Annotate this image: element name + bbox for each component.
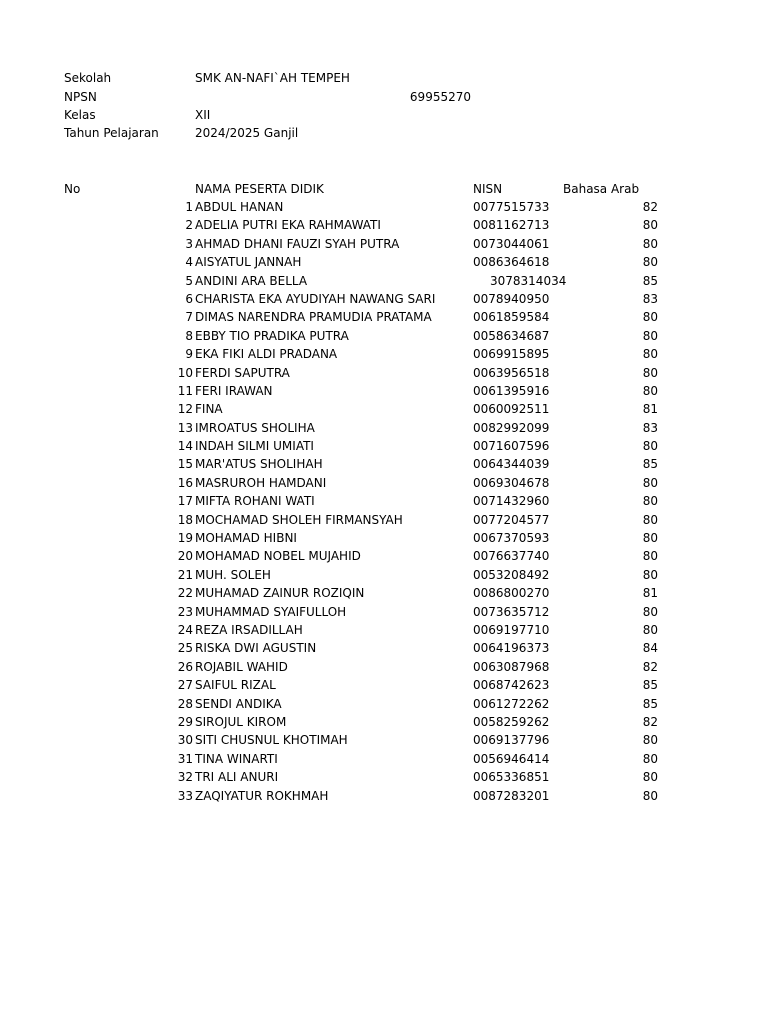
table-row xyxy=(0,676,768,694)
info-value: SMK AN-NAFI`AH TEMPEH xyxy=(195,71,350,85)
row-number: 18 xyxy=(177,512,193,527)
student-nisn: 0053208492 xyxy=(473,567,550,582)
student-score: 82 xyxy=(642,714,658,729)
student-name: TRI ALI ANURI xyxy=(195,770,279,785)
student-name: AISYATUL JANNAH xyxy=(195,255,302,270)
student-nisn: 0071432960 xyxy=(473,494,550,509)
student-score: 80 xyxy=(642,751,658,766)
student-nisn: 0069197710 xyxy=(473,622,550,637)
student-score: 80 xyxy=(642,622,658,637)
student-score: 80 xyxy=(642,328,658,343)
student-nisn: 0068742623 xyxy=(473,678,550,693)
row-number: 13 xyxy=(177,420,193,435)
student-nisn: 0081162713 xyxy=(473,218,550,233)
student-name: AHMAD DHANI FAUZI SYAH PUTRA xyxy=(195,236,400,251)
row-number: 7 xyxy=(185,310,193,325)
student-name: IMROATUS SHOLIHA xyxy=(195,420,315,435)
student-score: 83 xyxy=(642,420,658,435)
student-score: 80 xyxy=(642,770,658,785)
student-name: DIMAS NARENDRA PRAMUDIA PRATAMA xyxy=(195,310,432,325)
row-number: 20 xyxy=(177,549,193,564)
student-name: MUHAMAD ZAINUR ROZIQIN xyxy=(195,586,365,601)
row-number: 28 xyxy=(177,696,193,711)
student-name: ZAQIYATUR ROKHMAH xyxy=(195,788,329,803)
row-number: 14 xyxy=(177,439,193,454)
row-number: 30 xyxy=(177,733,193,748)
header-no: No xyxy=(64,182,81,196)
student-name: ADELIA PUTRI EKA RAHMAWATI xyxy=(195,218,381,233)
student-nisn: 0058634687 xyxy=(473,328,550,343)
student-score: 82 xyxy=(642,200,658,214)
table-row xyxy=(0,382,768,400)
table-row xyxy=(0,787,768,805)
info-value: 2024/2025 Ganjil xyxy=(195,126,299,140)
table-row xyxy=(0,253,768,271)
student-name: INDAH SILMI UMIATI xyxy=(195,439,314,454)
student-score: 85 xyxy=(642,273,658,288)
student-nisn: 0082992099 xyxy=(473,420,550,435)
table-row xyxy=(0,364,768,382)
row-number: 26 xyxy=(177,659,193,674)
student-name: SITI CHUSNUL KHOTIMAH xyxy=(195,733,348,748)
student-name: MOCHAMAD SHOLEH FIRMANSYAH xyxy=(195,512,403,527)
info-label: Sekolah xyxy=(64,71,112,85)
student-score: 81 xyxy=(642,586,658,601)
student-name: MASRUROH HAMDANI xyxy=(195,475,327,490)
row-number: 22 xyxy=(177,586,193,601)
table-row xyxy=(0,345,768,363)
student-name: MIFTA ROHANI WATI xyxy=(195,494,315,509)
table-row xyxy=(0,639,768,657)
student-name: MAR'ATUS SHOLIHAH xyxy=(195,457,323,472)
info-label: Kelas xyxy=(64,108,96,122)
row-number: 16 xyxy=(177,475,193,490)
student-score: 80 xyxy=(642,218,658,233)
table-row xyxy=(0,455,768,473)
table-row xyxy=(0,658,768,676)
info-label: Tahun Pelajaran xyxy=(64,126,159,140)
row-number: 25 xyxy=(177,641,193,656)
table-row xyxy=(0,400,768,418)
student-nisn: 0077515733 xyxy=(473,200,550,214)
student-score: 84 xyxy=(642,641,658,656)
table-row xyxy=(0,529,768,547)
student-name: MOHAMAD NOBEL MUJAHID xyxy=(195,549,361,564)
table-row xyxy=(0,290,768,308)
student-nisn: 0061272262 xyxy=(473,696,550,711)
student-nisn: 0069915895 xyxy=(473,347,550,362)
table-row xyxy=(0,695,768,713)
row-number: 6 xyxy=(185,291,193,306)
student-score: 80 xyxy=(642,255,658,270)
table-row xyxy=(0,216,768,234)
student-nisn: 0064344039 xyxy=(473,457,550,472)
student-score: 80 xyxy=(642,549,658,564)
table-row xyxy=(0,713,768,731)
table-row xyxy=(0,566,768,584)
student-score: 80 xyxy=(642,347,658,362)
student-nisn: 0086364618 xyxy=(473,255,550,270)
student-score: 85 xyxy=(642,457,658,472)
student-nisn: 0087283201 xyxy=(473,788,550,803)
table-row xyxy=(0,768,768,786)
student-name: SENDI ANDIKA xyxy=(195,696,282,711)
student-nisn: 0073635712 xyxy=(473,604,550,619)
row-number: 1 xyxy=(185,200,193,214)
table-row xyxy=(0,547,768,565)
table-row xyxy=(0,750,768,768)
student-name: FERDI SAPUTRA xyxy=(195,365,290,380)
student-score: 81 xyxy=(642,402,658,417)
student-nisn: 3078314034 xyxy=(490,273,567,288)
student-name: SIROJUL KIROM xyxy=(195,714,287,729)
table-row xyxy=(0,621,768,639)
student-nisn: 0063956518 xyxy=(473,365,550,380)
student-score: 80 xyxy=(642,531,658,546)
student-name: MOHAMAD HIBNI xyxy=(195,531,297,546)
student-nisn: 0063087968 xyxy=(473,659,550,674)
student-name: FINA xyxy=(195,402,223,417)
student-nisn: 0064196373 xyxy=(473,641,550,656)
student-score: 80 xyxy=(642,788,658,803)
header-subject: Bahasa Arab xyxy=(563,182,640,196)
student-score: 80 xyxy=(642,439,658,454)
student-score: 82 xyxy=(642,659,658,674)
row-number: 33 xyxy=(177,788,193,803)
student-nisn: 0069304678 xyxy=(473,475,550,490)
row-number: 11 xyxy=(177,383,193,398)
table-row xyxy=(0,603,768,621)
student-nisn: 0069137796 xyxy=(473,733,550,748)
student-score: 80 xyxy=(642,567,658,582)
table-row xyxy=(0,419,768,437)
student-name: TINA WINARTI xyxy=(195,751,278,766)
student-score: 80 xyxy=(642,365,658,380)
table-row xyxy=(0,584,768,602)
student-name: RISKA DWI AGUSTIN xyxy=(195,641,317,656)
table-row xyxy=(0,327,768,345)
table-row xyxy=(0,437,768,455)
student-nisn: 0077204577 xyxy=(473,512,550,527)
student-name: MUH. SOLEH xyxy=(195,567,271,582)
student-score: 80 xyxy=(642,604,658,619)
row-number: 23 xyxy=(177,604,193,619)
student-name: MUHAMMAD SYAIFULLOH xyxy=(195,604,347,619)
student-table-body xyxy=(0,198,768,805)
student-nisn: 0058259262 xyxy=(473,714,550,729)
row-number: 9 xyxy=(185,347,193,362)
row-number: 31 xyxy=(177,751,193,766)
row-number: 5 xyxy=(185,273,193,288)
info-label: NPSN xyxy=(64,90,97,104)
student-name: FERI IRAWAN xyxy=(195,383,273,398)
row-number: 12 xyxy=(177,402,193,417)
row-number: 19 xyxy=(177,531,193,546)
table-row xyxy=(0,308,768,326)
student-name: EKA FIKI ALDI PRADANA xyxy=(195,347,338,362)
student-name: CHARISTA EKA AYUDIYAH NAWANG SARI xyxy=(195,291,436,306)
student-score: 80 xyxy=(642,512,658,527)
student-score: 80 xyxy=(642,236,658,251)
student-nisn: 0060092511 xyxy=(473,402,550,417)
table-row xyxy=(0,731,768,749)
info-value: XII xyxy=(195,108,211,122)
student-nisn: 0076637740 xyxy=(473,549,550,564)
table-row xyxy=(0,492,768,510)
row-number: 29 xyxy=(177,714,193,729)
info-value: 69955270 xyxy=(409,90,471,104)
row-number: 10 xyxy=(177,365,193,380)
student-score: 80 xyxy=(642,733,658,748)
student-name: ROJABIL WAHID xyxy=(195,659,288,674)
row-number: 4 xyxy=(185,255,193,270)
row-number: 21 xyxy=(177,567,193,582)
header-nisn: NISN xyxy=(473,182,503,196)
row-number: 8 xyxy=(185,328,193,343)
student-nisn: 0065336851 xyxy=(473,770,550,785)
row-number: 3 xyxy=(185,236,193,251)
student-nisn: 0078940950 xyxy=(473,291,550,306)
student-score: 80 xyxy=(642,310,658,325)
student-score: 80 xyxy=(642,383,658,398)
student-name: EBBY TIO PRADIKA PUTRA xyxy=(195,328,349,343)
student-score: 83 xyxy=(642,291,658,306)
row-number: 17 xyxy=(177,494,193,509)
student-nisn: 0061395916 xyxy=(473,383,550,398)
table-row xyxy=(0,198,768,216)
table-row xyxy=(0,511,768,529)
header-name: NAMA PESERTA DIDIK xyxy=(195,182,324,196)
student-score: 85 xyxy=(642,678,658,693)
row-number: 32 xyxy=(177,770,193,785)
student-score: 80 xyxy=(642,475,658,490)
row-number: 15 xyxy=(177,457,193,472)
student-score: 80 xyxy=(642,494,658,509)
row-number: 24 xyxy=(177,622,193,637)
row-number: 27 xyxy=(177,678,193,693)
table-row xyxy=(0,272,768,290)
table-row xyxy=(0,235,768,253)
student-nisn: 0067370593 xyxy=(473,531,550,546)
student-nisn: 0073044061 xyxy=(473,236,550,251)
student-name: ABDUL HANAN xyxy=(195,200,284,214)
student-nisn: 0061859584 xyxy=(473,310,550,325)
student-nisn: 0056946414 xyxy=(473,751,550,766)
row-number: 2 xyxy=(185,218,193,233)
student-name: REZA IRSADILLAH xyxy=(195,622,303,637)
table-row xyxy=(0,474,768,492)
student-nisn: 0086800270 xyxy=(473,586,550,601)
student-score: 85 xyxy=(642,696,658,711)
student-name: SAIFUL RIZAL xyxy=(195,678,276,693)
student-name: ANDINI ARA BELLA xyxy=(195,273,308,288)
student-nisn: 0071607596 xyxy=(473,439,550,454)
